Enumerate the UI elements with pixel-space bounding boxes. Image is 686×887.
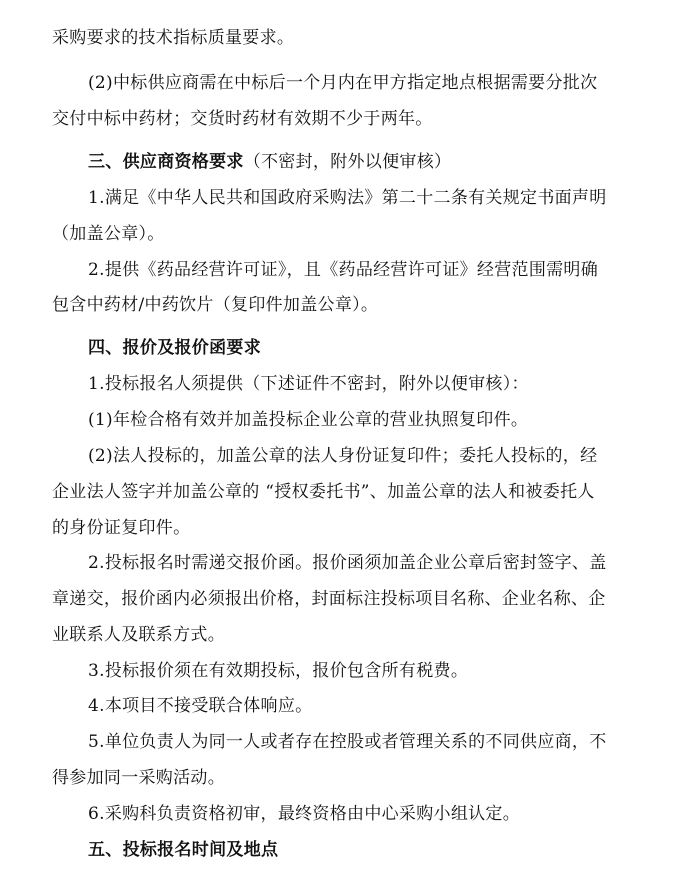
paragraph-line: 6.采购科负责资格初审，最终资格由中心采购小组认定。 xyxy=(88,804,521,824)
paragraph-line: 采购要求的技术指标质量要求。 xyxy=(52,28,295,48)
paragraph-line: （加盖公章）。 xyxy=(52,224,165,244)
section-heading-5: 五、投标报名时间及地点 xyxy=(88,840,279,860)
paragraph-line: 4.本项目不接受联合体响应。 xyxy=(88,696,313,716)
paragraph-line: 得参加同一采购活动。 xyxy=(52,768,225,788)
paragraph-line: 企业法人签字并加盖公章的 “授权委托书”、加盖公章的法人和被委托人 xyxy=(52,482,595,502)
paragraph-line: 3.投标报价须在有效期投标，报价包含所有税费。 xyxy=(88,661,469,681)
paragraph-line: 交付中标中药材；交货时药材有效期不少于两年。 xyxy=(52,109,433,129)
paragraph-line: 2.投标报名时需递交报价函。报价函须加盖企业公章后密封签字、盖 xyxy=(88,553,607,573)
paragraph-line: (2)中标供应商需在中标后一个月内在甲方指定地点根据需要分批次 xyxy=(88,73,598,93)
paragraph-line: 包含中药材/中药饮片（复印件加盖公章）。 xyxy=(52,295,379,315)
paragraph-line: 章递交，报价函内必须报出价格，封面标注投标项目名称、企业名称、企 xyxy=(52,589,606,609)
paragraph-line: 2.提供《药品经营许可证》，且《药品经营许可证》经营范围需明确 xyxy=(88,260,599,280)
paragraph-line: 5.单位负责人为同一人或者存在控股或者管理关系的不同供应商，不 xyxy=(88,732,607,752)
paragraph-line: 1.投标报名人须提供（下述证件不密封，附外以便审核）： xyxy=(88,374,529,394)
section-heading-note: （不密封，附外以便审核） xyxy=(243,152,452,172)
paragraph-line: (1)年检合格有效并加盖投标企业公章的营业执照复印件。 xyxy=(88,410,529,430)
paragraph-line: 业联系人及联系方式。 xyxy=(52,625,225,645)
paragraph-line: 的身份证复印件。 xyxy=(52,518,191,538)
section-heading-3 xyxy=(88,150,451,174)
paragraph-line: 1.满足《中华人民共和国政府采购法》第二十二条有关规定书面声明 xyxy=(88,188,607,208)
paragraph-line: (2)法人投标的，加盖公章的法人身份证复印件；委托人投标的，经 xyxy=(88,446,598,466)
section-heading-4: 四、报价及报价函要求 xyxy=(88,338,261,358)
section-heading-title: 三、供应商资格要求 xyxy=(88,152,244,172)
